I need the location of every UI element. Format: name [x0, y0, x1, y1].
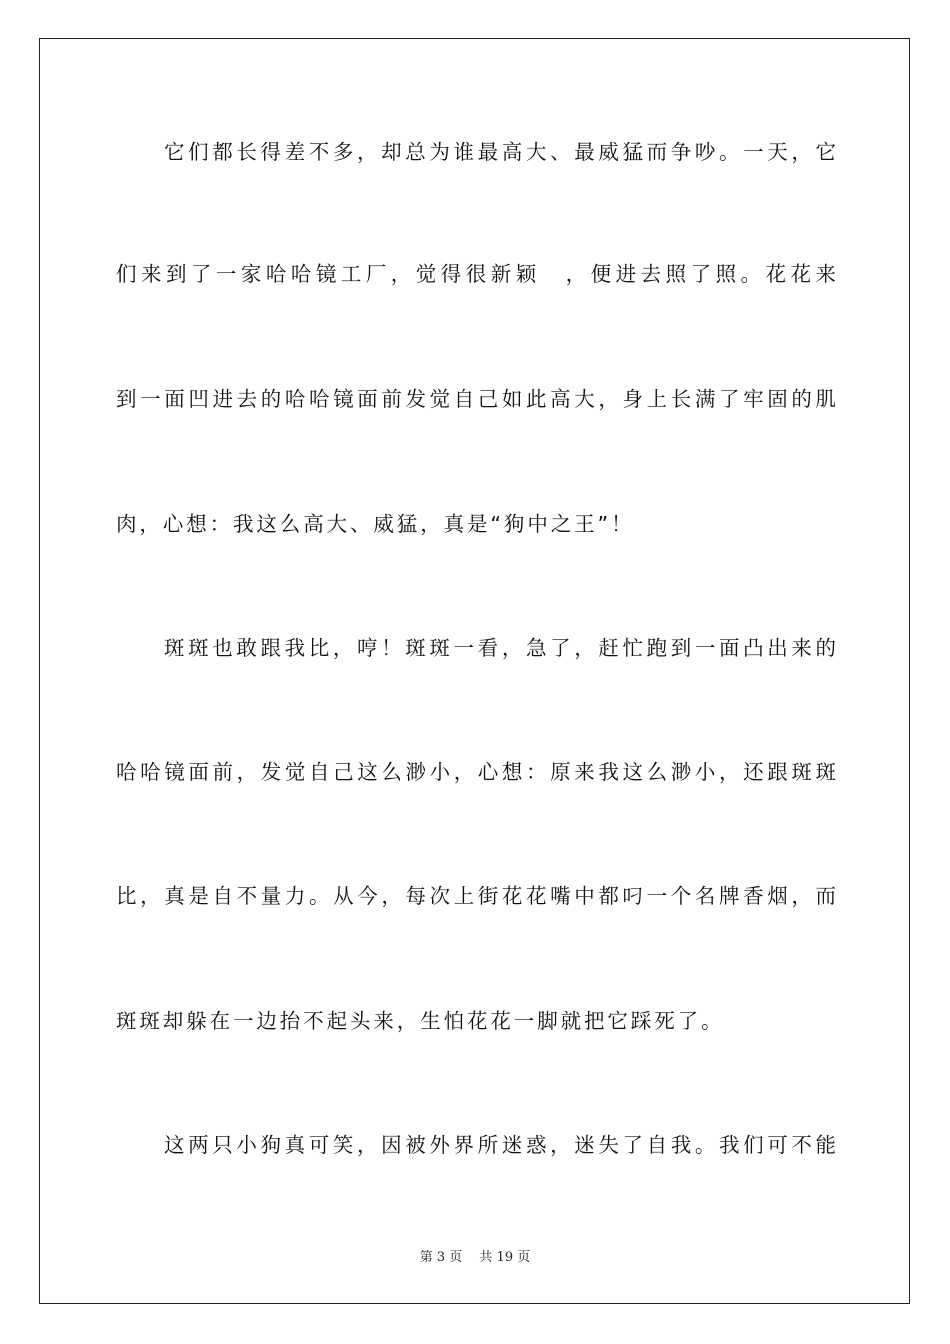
text-line-2: 们来到了一家哈哈镜工厂，觉得很新颖 ，便进去照了照。花花来	[116, 262, 836, 286]
text-line-8: 斑斑却躲在一边抬不起头来，生怕花花一脚就把它踩死了。	[116, 1009, 725, 1033]
page-border	[39, 38, 910, 1304]
text-line-4: 肉，心想：我这么高大、威猛，真是“狗中之王”！	[116, 512, 635, 536]
text-line-9: 这两只小狗真可笑，因被外界所迷惑，迷失了自我。我们可不能	[164, 1133, 836, 1157]
text-line-7: 比，真是自不量力。从今，每次上街花花嘴中都叼一个名牌香烟，而	[116, 884, 836, 908]
text-line-1: 它们都长得差不多，却总为谁最高大、最威猛而争吵。一天，它	[164, 140, 836, 164]
text-line-5: 斑斑也敢跟我比，哼！斑斑一看，急了，赶忙跑到一面凸出来的	[164, 636, 836, 660]
text-line-6: 哈哈镜面前，发觉自己这么渺小，心想：原来我这么渺小，还跟斑斑	[116, 760, 836, 784]
text-line-3: 到一面凹进去的哈哈镜面前发觉自己如此高大，身上长满了牢固的肌	[116, 387, 836, 411]
page-number-footer: 第 3 页 共 19 页	[419, 1250, 531, 1265]
